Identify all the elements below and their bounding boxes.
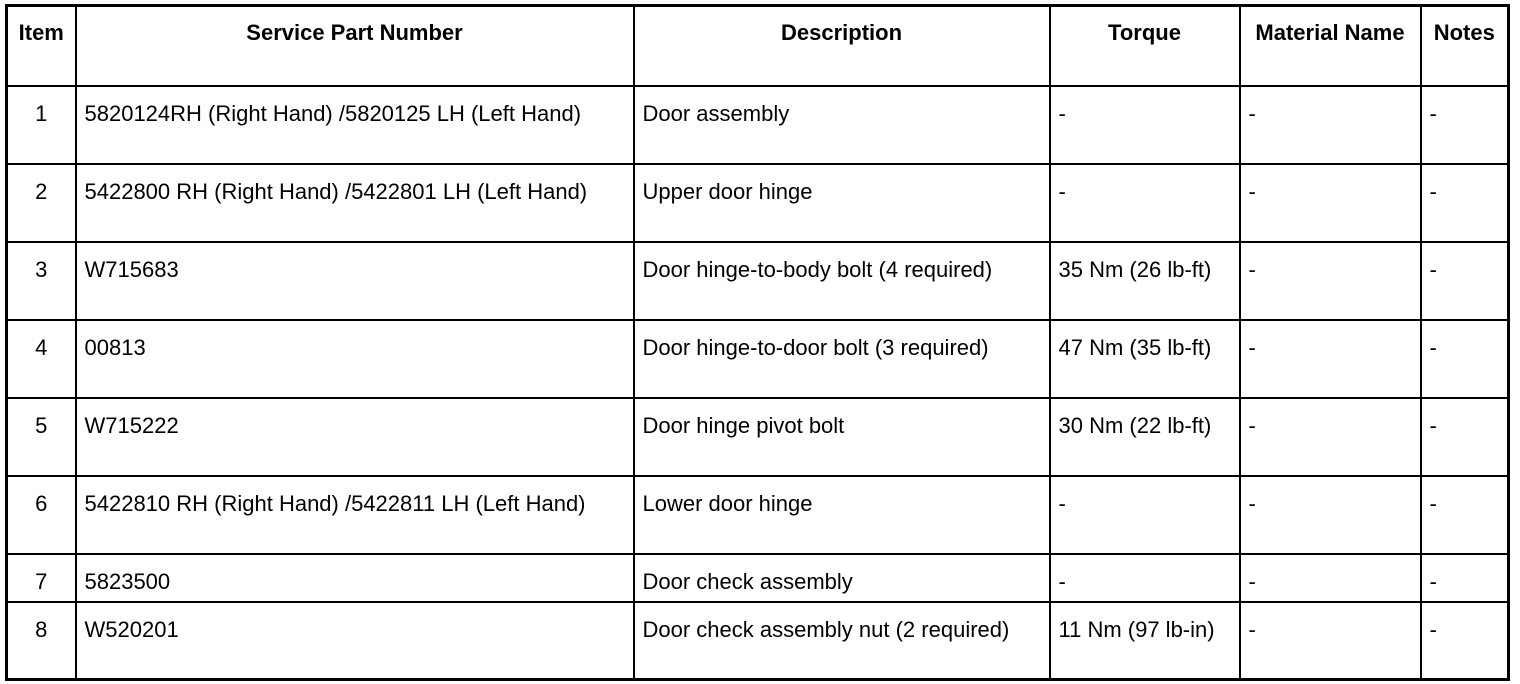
cell-torque: 47 Nm (35 lb-ft): [1050, 320, 1240, 398]
cell-notes: -: [1421, 164, 1509, 242]
header-material-name: Material Name: [1240, 6, 1421, 86]
cell-description: Door hinge-to-body bolt (4 required): [634, 242, 1050, 320]
cell-part-number: 5820124RH (Right Hand) /5820125 LH (Left Hand): [76, 86, 634, 164]
cell-material: -: [1240, 320, 1421, 398]
cell-torque: -: [1050, 86, 1240, 164]
cell-torque: 11 Nm (97 lb-in): [1050, 602, 1240, 680]
cell-part-number: W715222: [76, 398, 634, 476]
cell-notes: -: [1421, 476, 1509, 554]
parts-table: [5, 4, 1510, 681]
table-row: [7, 242, 1509, 320]
table-row: [7, 554, 1509, 602]
cell-material: -: [1240, 602, 1421, 680]
table-row: [7, 320, 1509, 398]
cell-part-number: 00813: [76, 320, 634, 398]
table-row: [7, 164, 1509, 242]
cell-description: Lower door hinge: [634, 476, 1050, 554]
cell-material: -: [1240, 242, 1421, 320]
cell-item: 3: [7, 242, 76, 320]
cell-item: 2: [7, 164, 76, 242]
cell-torque: -: [1050, 164, 1240, 242]
cell-description: Door hinge-to-door bolt (3 required): [634, 320, 1050, 398]
cell-part-number: W520201: [76, 602, 634, 680]
cell-item: 8: [7, 602, 76, 680]
cell-part-number: 5422810 RH (Right Hand) /5422811 LH (Left Hand): [76, 476, 634, 554]
table-row: [7, 476, 1509, 554]
cell-material: -: [1240, 476, 1421, 554]
cell-description: Door check assembly nut (2 required): [634, 602, 1050, 680]
cell-material: -: [1240, 86, 1421, 164]
cell-description: Door check assembly: [634, 554, 1050, 602]
cell-torque: -: [1050, 554, 1240, 602]
cell-torque: -: [1050, 476, 1240, 554]
cell-description: Door hinge pivot bolt: [634, 398, 1050, 476]
cell-item: 5: [7, 398, 76, 476]
table-row: [7, 86, 1509, 164]
header-description: Description: [634, 6, 1050, 86]
cell-notes: -: [1421, 398, 1509, 476]
header-service-part-number: Service Part Number: [76, 6, 634, 86]
cell-item: 7: [7, 554, 76, 602]
cell-material: -: [1240, 398, 1421, 476]
header-notes: Notes: [1421, 6, 1509, 86]
cell-torque: 35 Nm (26 lb-ft): [1050, 242, 1240, 320]
table-row: [7, 602, 1509, 680]
cell-item: 6: [7, 476, 76, 554]
cell-notes: -: [1421, 554, 1509, 602]
header-row: [7, 6, 1509, 86]
cell-material: -: [1240, 164, 1421, 242]
cell-item: 4: [7, 320, 76, 398]
cell-description: Upper door hinge: [634, 164, 1050, 242]
table-row: [7, 398, 1509, 476]
cell-torque: 30 Nm (22 lb-ft): [1050, 398, 1240, 476]
cell-part-number: 5823500: [76, 554, 634, 602]
cell-notes: -: [1421, 602, 1509, 680]
cell-description: Door assembly: [634, 86, 1050, 164]
cell-notes: -: [1421, 86, 1509, 164]
header-torque: Torque: [1050, 6, 1240, 86]
cell-part-number: 5422800 RH (Right Hand) /5422801 LH (Left Hand): [76, 164, 634, 242]
cell-notes: -: [1421, 242, 1509, 320]
header-item: Item: [7, 6, 76, 86]
cell-notes: -: [1421, 320, 1509, 398]
cell-part-number: W715683: [76, 242, 634, 320]
cell-material: -: [1240, 554, 1421, 602]
cell-item: 1: [7, 86, 76, 164]
